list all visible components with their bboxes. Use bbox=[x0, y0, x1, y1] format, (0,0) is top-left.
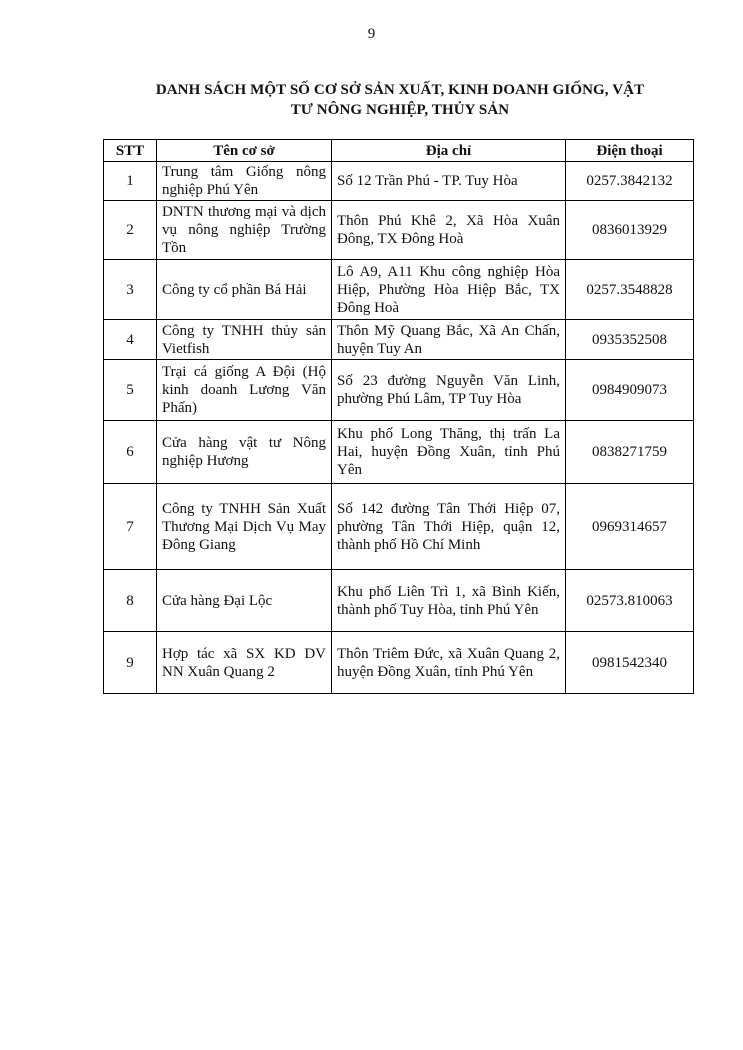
table-header-row bbox=[104, 140, 694, 162]
table-row bbox=[104, 570, 694, 632]
table-row bbox=[104, 484, 694, 570]
cell-address: Số 142 đường Tân Thới Hiệp 07, phường Tân Thới Hiệp, quận 12, thành phố Hồ Chí Minh bbox=[332, 484, 566, 570]
cell-name: Công ty cổ phần Bá Hải bbox=[157, 260, 332, 320]
cell-phone: 0257.3548828 bbox=[566, 260, 694, 320]
cell-stt: 4 bbox=[104, 320, 157, 360]
header-address: Địa chỉ bbox=[332, 140, 566, 162]
cell-phone: 0969314657 bbox=[566, 484, 694, 570]
table-row bbox=[104, 201, 694, 260]
cell-phone: 0984909073 bbox=[566, 360, 694, 421]
table-row bbox=[104, 632, 694, 694]
title-line-2: TƯ NÔNG NGHIỆP, THỦY SẢN bbox=[290, 102, 510, 118]
cell-phone: 0935352508 bbox=[566, 320, 694, 360]
cell-phone: 0981542340 bbox=[566, 632, 694, 694]
cell-address: Khu phố Long Thăng, thị trấn La Hai, huyện Đồng Xuân, tỉnh Phú Yên bbox=[332, 421, 566, 484]
cell-stt: 9 bbox=[104, 632, 157, 694]
cell-phone: 0838271759 bbox=[566, 421, 694, 484]
cell-address: Thôn Mỹ Quang Bắc, Xã An Chấn, huyện Tuy An bbox=[332, 320, 566, 360]
title-line-1: DANH SÁCH MỘT SỐ CƠ SỞ SẢN XUẤT, KINH DOANH GIỐNG, VẬT bbox=[155, 82, 645, 98]
cell-stt: 5 bbox=[104, 360, 157, 421]
table-row bbox=[104, 260, 694, 320]
cell-phone: 0257.3842132 bbox=[566, 162, 694, 201]
cell-stt: 6 bbox=[104, 421, 157, 484]
cell-address: Số 12 Trần Phú - TP. Tuy Hòa bbox=[332, 162, 566, 201]
cell-address: Khu phố Liên Trì 1, xã Bình Kiến, thành phố Tuy Hòa, tỉnh Phú Yên bbox=[332, 570, 566, 632]
cell-name: Trại cá giống A Đội (Hộ kinh doanh Lương Văn Phấn) bbox=[157, 360, 332, 421]
table-row bbox=[104, 162, 694, 201]
cell-stt: 7 bbox=[104, 484, 157, 570]
document-title bbox=[110, 80, 690, 120]
cell-name: Cửa hàng vật tư Nông nghiệp Hương bbox=[157, 421, 332, 484]
cell-address: Thôn Triêm Đức, xã Xuân Quang 2, huyện Đồng Xuân, tỉnh Phú Yên bbox=[332, 632, 566, 694]
cell-phone: 0836013929 bbox=[566, 201, 694, 260]
cell-name: Cửa hàng Đại Lộc bbox=[157, 570, 332, 632]
cell-name: DNTN thương mại và dịch vụ nông nghiệp Trường Tồn bbox=[157, 201, 332, 260]
header-phone: Điện thoại bbox=[566, 140, 694, 162]
cell-stt: 3 bbox=[104, 260, 157, 320]
cell-name: Hợp tác xã SX KD DV NN Xuân Quang 2 bbox=[157, 632, 332, 694]
cell-name: Trung tâm Giống nông nghiệp Phú Yên bbox=[157, 162, 332, 201]
cell-address: Thôn Phú Khê 2, Xã Hòa Xuân Đông, TX Đông Hoà bbox=[332, 201, 566, 260]
cell-name: Công ty TNHH thủy sản Vietfish bbox=[157, 320, 332, 360]
table-row bbox=[104, 320, 694, 360]
cell-stt: 8 bbox=[104, 570, 157, 632]
page-number: 9 bbox=[367, 26, 376, 42]
table-row bbox=[104, 421, 694, 484]
cell-stt: 2 bbox=[104, 201, 157, 260]
cell-phone: 02573.810063 bbox=[566, 570, 694, 632]
header-stt: STT bbox=[104, 140, 157, 162]
header-name: Tên cơ sở bbox=[157, 140, 332, 162]
table-row bbox=[104, 360, 694, 421]
facility-table bbox=[103, 139, 694, 694]
cell-name: Công ty TNHH Sản Xuất Thương Mại Dịch Vụ May Đông Giang bbox=[157, 484, 332, 570]
cell-address: Lô A9, A11 Khu công nghiệp Hòa Hiệp, Phường Hòa Hiệp Bắc, TX Đông Hoà bbox=[332, 260, 566, 320]
cell-address: Số 23 đường Nguyễn Văn Linh, phường Phú Lâm, TP Tuy Hòa bbox=[332, 360, 566, 421]
cell-stt: 1 bbox=[104, 162, 157, 201]
